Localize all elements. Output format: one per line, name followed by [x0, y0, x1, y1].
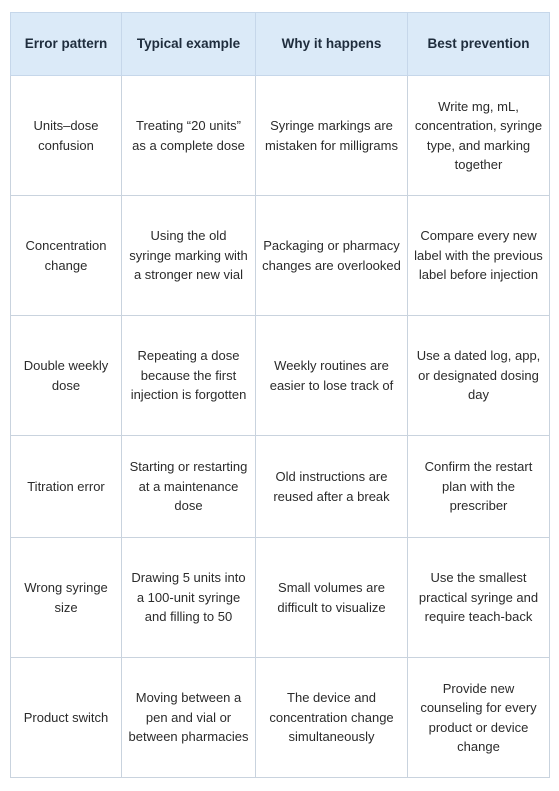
header-row	[11, 13, 550, 76]
cell-error-pattern: Product switch	[11, 658, 122, 778]
cell-why-it-happens: Syringe markings are mistaken for milligrams	[256, 76, 408, 196]
cell-typical-example: Repeating a dose because the first injection is forgotten	[122, 316, 256, 436]
table-row	[11, 196, 550, 316]
cell-best-prevention: Provide new counseling for every product or device change	[408, 658, 550, 778]
cell-best-prevention: Confirm the restart plan with the prescriber	[408, 436, 550, 538]
cell-error-pattern: Titration error	[11, 436, 122, 538]
table-row	[11, 316, 550, 436]
cell-why-it-happens: Old instructions are reused after a break	[256, 436, 408, 538]
cell-error-pattern: Concentration change	[11, 196, 122, 316]
cell-typical-example: Drawing 5 units into a 100-unit syringe and filling to 50	[122, 538, 256, 658]
cell-why-it-happens: Packaging or pharmacy changes are overlooked	[256, 196, 408, 316]
cell-best-prevention: Compare every new label with the previous label before injection	[408, 196, 550, 316]
cell-error-pattern: Units–dose confusion	[11, 76, 122, 196]
header-best-prevention: Best prevention	[408, 13, 550, 76]
cell-error-pattern: Double weekly dose	[11, 316, 122, 436]
table-row	[11, 436, 550, 538]
cell-best-prevention: Use the smallest practical syringe and require teach-back	[408, 538, 550, 658]
table-row	[11, 658, 550, 778]
cell-typical-example: Moving between a pen and vial or between pharmacies	[122, 658, 256, 778]
cell-error-pattern: Wrong syringe size	[11, 538, 122, 658]
cell-why-it-happens: Weekly routines are easier to lose track of	[256, 316, 408, 436]
table-row	[11, 538, 550, 658]
cell-why-it-happens: Small volumes are difficult to visualize	[256, 538, 408, 658]
cell-typical-example: Using the old syringe marking with a stronger new vial	[122, 196, 256, 316]
cell-best-prevention: Use a dated log, app, or designated dosing day	[408, 316, 550, 436]
header-typical-example: Typical example	[122, 13, 256, 76]
error-patterns-table	[10, 12, 550, 778]
table-row	[11, 76, 550, 196]
header-error-pattern: Error pattern	[11, 13, 122, 76]
header-why-it-happens: Why it happens	[256, 13, 408, 76]
cell-best-prevention: Write mg, mL, concentration, syringe type, and marking together	[408, 76, 550, 196]
cell-typical-example: Treating “20 units” as a complete dose	[122, 76, 256, 196]
cell-why-it-happens: The device and concentration change simultaneously	[256, 658, 408, 778]
cell-typical-example: Starting or restarting at a maintenance dose	[122, 436, 256, 538]
